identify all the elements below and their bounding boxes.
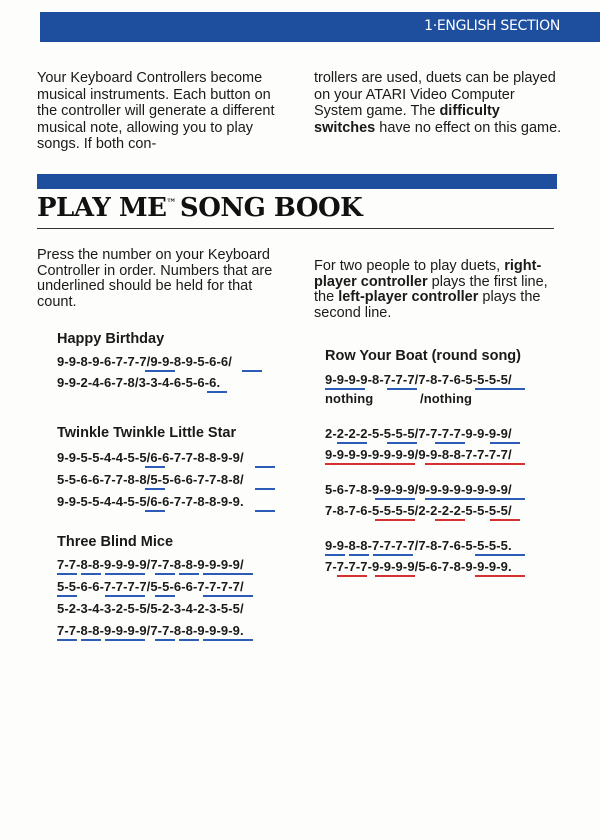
title-rest: SONG BOOK bbox=[179, 193, 363, 223]
section-label: 1·ENGLISH SECTION bbox=[424, 18, 560, 34]
divider-bar bbox=[37, 174, 557, 189]
song-line: 9-9-2-4-6-7-8/3-3-4-6-5-6-6. bbox=[57, 375, 221, 390]
section-header-bar bbox=[40, 12, 600, 42]
title-rule bbox=[37, 228, 554, 229]
song-line: 9-9-9-9-8-7-7-7/7-8-7-6-5-5-5-5/ bbox=[325, 372, 512, 387]
instr-right-part3: plays the second line. bbox=[314, 289, 541, 321]
song-line: 9-9-5-5-4-4-5-5/6-6-7-7-8-8-9-9/ bbox=[57, 450, 244, 465]
instr-right-part2: plays the first line, the bbox=[314, 273, 548, 305]
song-title-happy-birthday: Happy Birthday bbox=[57, 331, 165, 347]
song-line: 5-2-3-4-3-2-5-5/5-2-3-4-2-3-5-5/ bbox=[57, 601, 244, 616]
intro-left-text: Your Keyboard Controllers become musical instruments. Each button on the controller will generate a different musical note, allowing you to play songs. If both con- bbox=[37, 70, 275, 152]
instr-right-part1: For two people to play duets, bbox=[314, 258, 505, 274]
intro-right-part2: have no effect on this game. bbox=[375, 119, 562, 136]
difficulty-switches-term: difficulty switches bbox=[314, 103, 500, 136]
instructions-right bbox=[314, 259, 564, 321]
intro-right-part1: trollers are used, duets can be played on your ATARI Video Computer System game. The bbox=[314, 70, 556, 119]
song-line: 5-5-6-6-7-7-8-8/5-5-6-6-7-7-8-8/ bbox=[57, 472, 244, 487]
song-line: 5-5-6-6-7-7-7-7/5-5-6-6-7-7-7-7/ bbox=[57, 579, 244, 594]
song-line: 7-8-7-6-5-5-5-5/2-2-2-2-5-5-5-5/ bbox=[325, 503, 512, 518]
song-line: 7-7-8-8-9-9-9-9/7-7-8-8-9-9-9-9. bbox=[57, 623, 244, 638]
song-line: 9-9-9-9-9-9-9-9/9-9-8-8-7-7-7-7/ bbox=[325, 447, 512, 462]
title-main: PLAY ME bbox=[37, 193, 167, 223]
song-title-three-blind-mice: Three Blind Mice bbox=[57, 534, 174, 550]
trademark-symbol: ™ bbox=[166, 198, 176, 210]
song-title-row-your-boat: Row Your Boat (round song) bbox=[325, 348, 521, 364]
nothing-label-1: nothing bbox=[325, 391, 374, 406]
song-line: 9-9-8-8-7-7-7-7/7-8-7-6-5-5-5-5. bbox=[325, 538, 512, 553]
instructions-left: Press the number on your Keyboard Controller in order. Numbers that are underlined should be held for that count. bbox=[37, 247, 273, 310]
intro-right-text bbox=[314, 70, 562, 136]
song-line: 7-7-8-8-9-9-9-9/7-7-8-8-9-9-9-9/ bbox=[57, 557, 244, 572]
page-title bbox=[37, 193, 362, 223]
left-player-term: left-player controller bbox=[338, 289, 479, 305]
song-line: 2-2-2-2-5-5-5-5/7-7-7-7-9-9-9-9/ bbox=[325, 426, 512, 441]
song-line: 9-9-5-5-4-4-5-5/6-6-7-7-8-8-9-9. bbox=[57, 494, 244, 509]
song-title-twinkle: Twinkle Twinkle Little Star bbox=[57, 425, 237, 441]
song-line: 5-6-7-8-9-9-9-9/9-9-9-9-9-9-9-9/ bbox=[325, 482, 512, 497]
right-player-term: right-player controller bbox=[314, 258, 542, 290]
song-line: 7-7-7-7-9-9-9-9/5-6-7-8-9-9-9-9. bbox=[325, 559, 512, 574]
nothing-label-2: /nothing bbox=[420, 391, 473, 406]
song-line: 9-9-8-9-6-7-7-7/9-9-8-9-5-6-6/ bbox=[57, 354, 232, 369]
